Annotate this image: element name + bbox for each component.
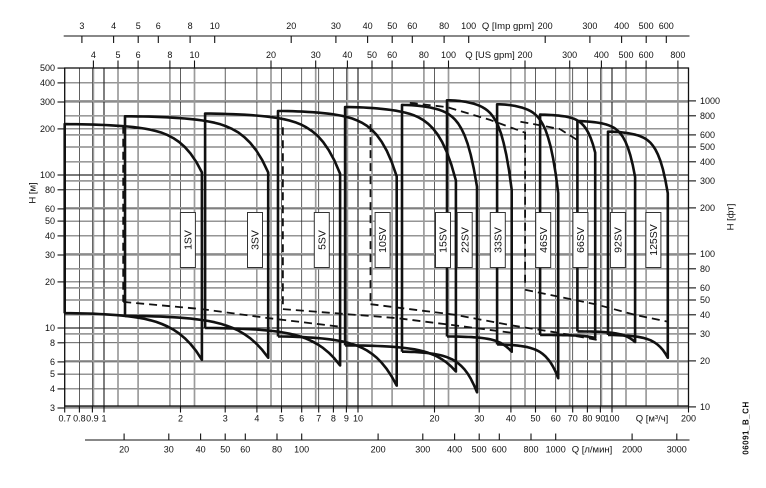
svg-text:Q [US gpm]: Q [US gpm]: [465, 50, 515, 61]
svg-text:50: 50: [366, 50, 378, 60]
svg-text:80: 80: [700, 263, 711, 274]
svg-text:40: 40: [700, 309, 711, 320]
svg-text:2: 2: [177, 413, 184, 424]
svg-text:1000: 1000: [700, 95, 721, 106]
svg-text:40: 40: [342, 50, 353, 60]
svg-text:400: 400: [39, 77, 55, 88]
svg-text:500: 500: [618, 50, 634, 60]
svg-text:100: 100: [294, 444, 310, 455]
pump-label-15sv: [436, 213, 451, 268]
svg-text:200: 200: [537, 21, 553, 31]
svg-text:100: 100: [604, 413, 620, 424]
svg-text:4: 4: [90, 50, 96, 60]
svg-text:20: 20: [265, 50, 277, 60]
svg-text:40: 40: [505, 413, 516, 424]
svg-text:80: 80: [582, 413, 593, 424]
pump-label-10sv: [375, 213, 390, 268]
svg-text:5: 5: [49, 369, 55, 380]
svg-text:3000: 3000: [666, 444, 687, 455]
svg-text:3: 3: [222, 413, 228, 424]
svg-text:30: 30: [44, 250, 55, 260]
svg-text:50: 50: [44, 216, 55, 227]
svg-text:100: 100: [39, 170, 55, 180]
svg-text:40: 40: [44, 230, 55, 241]
svg-text:20: 20: [700, 355, 711, 366]
svg-text:80: 80: [418, 50, 429, 60]
left-axis-title: H [м]: [27, 182, 39, 204]
svg-text:8: 8: [49, 337, 55, 348]
svg-text:4: 4: [49, 383, 55, 394]
pump-label-3sv: [248, 213, 263, 268]
svg-text:1000: 1000: [545, 444, 566, 455]
svg-text:10: 10: [44, 323, 55, 333]
svg-text:400: 400: [593, 50, 609, 60]
svg-text:4: 4: [111, 21, 117, 31]
svg-text:800: 800: [523, 444, 539, 455]
svg-text:8: 8: [187, 21, 193, 31]
svg-text:60: 60: [700, 282, 711, 293]
svg-text:60: 60: [407, 21, 418, 31]
svg-text:125SV: 125SV: [648, 224, 660, 256]
pump-label-125sv: [646, 213, 661, 268]
svg-text:6: 6: [155, 21, 161, 31]
svg-text:200: 200: [517, 50, 533, 60]
svg-text:5: 5: [278, 413, 285, 424]
svg-text:500: 500: [39, 63, 55, 74]
svg-text:60: 60: [387, 50, 398, 60]
svg-text:3SV: 3SV: [249, 230, 262, 250]
svg-text:50: 50: [530, 413, 541, 424]
svg-text:40: 40: [362, 21, 373, 31]
svg-text:90: 90: [595, 413, 606, 424]
svg-text:4: 4: [254, 413, 260, 424]
svg-text:300: 300: [39, 97, 55, 107]
svg-text:Q [л/мин]: Q [л/мин]: [571, 444, 613, 456]
svg-text:300: 300: [700, 175, 716, 186]
svg-text:33SV: 33SV: [492, 227, 505, 253]
svg-text:80: 80: [439, 21, 450, 31]
svg-text:22SV: 22SV: [459, 227, 472, 253]
svg-text:10: 10: [209, 21, 220, 31]
svg-text:20: 20: [119, 444, 130, 455]
svg-text:20: 20: [286, 21, 297, 31]
svg-text:1: 1: [101, 413, 107, 424]
svg-text:600: 600: [700, 129, 716, 140]
svg-text:300: 300: [582, 21, 598, 31]
svg-text:60: 60: [550, 413, 561, 424]
svg-text:20: 20: [429, 413, 440, 424]
svg-text:50: 50: [700, 295, 711, 305]
svg-text:92SV: 92SV: [612, 227, 625, 253]
svg-text:600: 600: [491, 444, 507, 455]
svg-text:70: 70: [567, 413, 578, 424]
svg-text:100: 100: [700, 248, 716, 259]
svg-text:100: 100: [461, 21, 477, 31]
svg-text:500: 500: [638, 21, 654, 31]
svg-text:0.7: 0.7: [58, 413, 71, 424]
svg-text:0.9: 0.9: [86, 413, 99, 424]
svg-text:400: 400: [447, 444, 463, 455]
svg-text:200: 200: [370, 444, 386, 455]
svg-text:0.8: 0.8: [73, 413, 86, 424]
svg-text:30: 30: [700, 328, 711, 339]
svg-text:600: 600: [638, 50, 654, 60]
svg-text:46SV: 46SV: [537, 227, 550, 253]
svg-text:300: 300: [562, 50, 578, 60]
svg-text:300: 300: [415, 444, 431, 455]
svg-text:50: 50: [387, 21, 398, 31]
pump-label-92sv: [610, 213, 625, 268]
svg-text:600: 600: [658, 21, 674, 31]
svg-text:10: 10: [352, 413, 364, 424]
svg-text:5: 5: [135, 21, 141, 31]
svg-text:10: 10: [700, 401, 711, 412]
svg-text:200: 200: [700, 202, 716, 213]
svg-text:100: 100: [440, 50, 457, 60]
svg-text:10: 10: [189, 50, 200, 60]
svg-text:800: 800: [670, 50, 686, 60]
svg-text:30: 30: [474, 413, 485, 424]
svg-text:6: 6: [135, 50, 141, 60]
svg-text:80: 80: [44, 184, 55, 195]
svg-text:1SV: 1SV: [182, 230, 195, 250]
svg-text:6: 6: [49, 356, 55, 367]
svg-text:500: 500: [700, 142, 716, 152]
svg-text:5SV: 5SV: [316, 230, 329, 250]
svg-text:200: 200: [39, 123, 55, 134]
pump-label-46sv: [536, 213, 551, 268]
svg-text:30: 30: [163, 444, 174, 455]
svg-text:40: 40: [195, 444, 206, 455]
svg-text:66SV: 66SV: [575, 227, 587, 253]
svg-text:60: 60: [240, 444, 251, 455]
svg-text:Q [м³/ч]: Q [м³/ч]: [635, 413, 669, 425]
pump-label-5sv: [314, 213, 329, 268]
svg-text:6: 6: [299, 413, 305, 424]
svg-text:8: 8: [167, 50, 173, 60]
svg-text:2000: 2000: [622, 444, 643, 455]
svg-text:30: 30: [310, 50, 321, 60]
svg-text:3: 3: [79, 21, 85, 31]
svg-text:5: 5: [115, 50, 121, 60]
svg-text:60: 60: [44, 203, 55, 214]
svg-text:500: 500: [471, 444, 487, 455]
pump-label-66sv: [573, 213, 588, 268]
svg-text:30: 30: [330, 21, 341, 31]
pump-label-33sv: [490, 213, 505, 268]
svg-text:9: 9: [343, 413, 349, 424]
svg-text:200: 200: [680, 413, 697, 424]
svg-text:800: 800: [700, 110, 716, 121]
pump-label-22sv: [457, 213, 472, 268]
svg-text:8: 8: [330, 413, 336, 424]
figure-code-watermark: 06091_B_CH: [741, 401, 751, 455]
svg-text:10SV: 10SV: [377, 227, 390, 253]
right-axis-title: H [фт]: [725, 203, 737, 231]
svg-text:80: 80: [271, 444, 283, 455]
svg-text:3: 3: [49, 403, 55, 413]
svg-text:15SV: 15SV: [437, 227, 450, 253]
svg-text:20: 20: [44, 276, 55, 287]
svg-text:Q [Imp gpm]: Q [Imp gpm]: [481, 21, 535, 32]
svg-text:7: 7: [316, 413, 322, 424]
svg-text:50: 50: [220, 444, 231, 455]
pump-label-1sv: [180, 213, 195, 268]
svg-text:400: 400: [614, 21, 630, 31]
svg-text:400: 400: [700, 156, 716, 167]
